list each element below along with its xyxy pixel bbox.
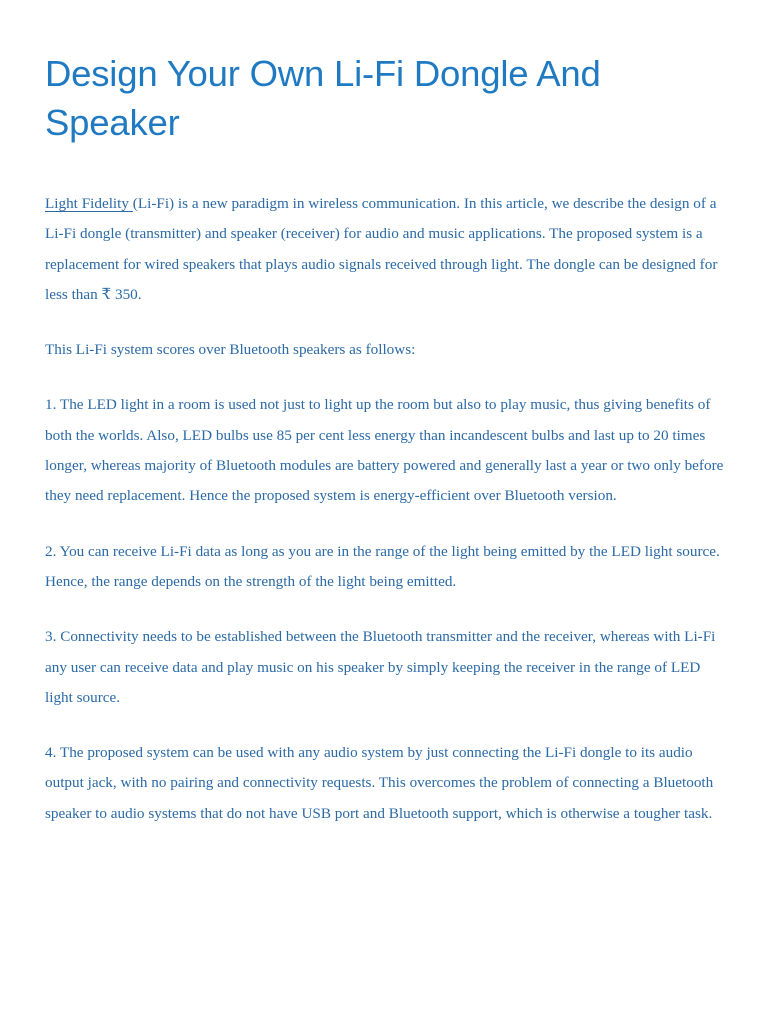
summary-paragraph: This Li-Fi system scores over Bluetooth speakers as follows:	[45, 341, 416, 359]
point-1-paragraph: 1. The LED light in a room is used not just to light up the room but also to play music, thus giving benefits of both the worlds. Also, LED bulbs use 85 per cent less energy than incandescent bulbs and last up to 20 times longer, whereas majority of Bluetooth modules are battery powered and generally last a year or two only before they need replacement. Hence the proposed system is energy-efficient over Bluetooth version.	[45, 396, 724, 505]
light-fidelity-link[interactable]: Light Fidelity	[45, 195, 133, 212]
point-3-paragraph: 3. Connectivity needs to be established between the Bluetooth transmitter and the receiver, whereas with Li-Fi any user can receive data and play music on his speaker by simply keeping the receiver in the range of LED light source.	[45, 628, 716, 706]
point-4-paragraph: 4. The proposed system can be used with any audio system by just connecting the Li-Fi dongle to its audio output jack, with no pairing and connectivity requests. This overcomes the problem of connecting a Bluetooth speaker to audio systems that do not have USB port and Bluetooth support, which is otherwise a tougher task.	[45, 744, 714, 822]
article-title: Design Your Own Li-Fi Dongle And Speaker	[45, 53, 601, 143]
intro-paragraph	[45, 189, 728, 310]
intro-text: (Li-Fi) is a new paradigm in wireless communication. In this article, we describe the design of a Li-Fi dongle (transmitter) and speaker (receiver) for audio and music applications. The proposed system is a replacement for wired speakers that plays audio signals received through light. The dongle can be designed for less than ₹ 350.	[45, 195, 718, 303]
point-2-paragraph: 2. You can receive Li-Fi data as long as you are in the range of the light being emitted by the LED light source. Hence, the range depends on the strength of the light being emitted.	[45, 542, 720, 590]
